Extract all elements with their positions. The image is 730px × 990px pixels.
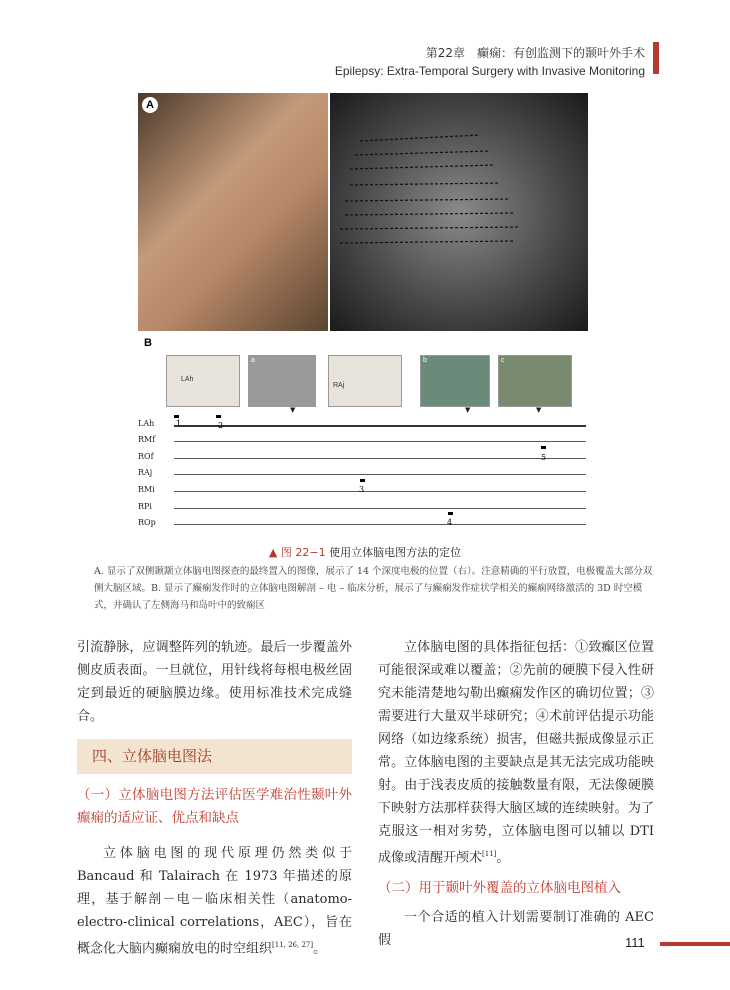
eeg-trace — [174, 508, 586, 509]
eeg-trace — [174, 458, 586, 459]
channel-label: ROp — [138, 518, 156, 527]
paragraph — [378, 636, 654, 869]
thumb-label: a — [251, 357, 255, 364]
brain-map-left — [166, 355, 240, 407]
section-heading: 四、立体脑电图法 — [77, 739, 352, 774]
electrode-lines-svg — [330, 93, 588, 331]
channel-label: RMf — [138, 435, 156, 444]
figure-number: ▲ 图 22−1 — [268, 546, 326, 559]
paragraph: 引流静脉，应调整阵列的轨迹。最后一步覆盖外侧皮质表面。一旦就位，用针线将每根电极丝固定到最近的硬脑膜边缘。使用标准技术完成缝合。 — [77, 640, 352, 724]
channel-label: RAj — [138, 468, 153, 477]
thumb-label: LAh — [181, 376, 194, 383]
eeg-trace — [174, 491, 586, 492]
channel-label: RPi — [138, 502, 152, 511]
event-marker: 4 — [447, 518, 453, 527]
marker-triangle: ▼ — [290, 406, 296, 414]
event-marker: 1 — [176, 419, 182, 428]
event-tick — [216, 415, 221, 418]
event-marker: 3 — [359, 485, 365, 494]
thumb-label: RAj — [333, 382, 345, 389]
eeg-trace — [174, 474, 586, 475]
eeg-trace — [174, 425, 586, 427]
channel-label: ROf — [138, 452, 154, 461]
figure-caption-title — [0, 544, 730, 560]
panel-b-label: B — [144, 337, 152, 349]
channel-label: RMi — [138, 485, 155, 494]
citation: [11] — [482, 850, 497, 858]
event-tick — [174, 415, 179, 418]
subsection-heading: （二）用于颞叶外覆盖的立体脑电图植入 — [378, 880, 621, 897]
chapter-title-en: Epilepsy: Extra-Temporal Surgery with Invasive Monitoring — [334, 64, 645, 78]
thumb-label: c — [501, 357, 505, 364]
running-header — [335, 44, 645, 78]
event-marker: 2 — [218, 421, 224, 430]
video-frame-b — [420, 355, 490, 407]
seeg-traces — [138, 415, 588, 533]
panel-a-photo — [138, 93, 328, 331]
paragraph-end: 。 — [313, 941, 327, 957]
figure-caption-body: A. 显示了双侧颞颥立体脑电图探查的最终置入的图像，展示了 14 个深度电极的位置（右）。注意精确的平行放置，电极覆盖大部分双侧大脑区域。B. 显示了癫痫发作时的立体脑电图解剖 – 电 – 临床分析，展示了与癫痫发作症状学相关的癫痫网络激活的 3D 时空模式，并确认了左侧海马和岛叶中的致痫区 — [94, 566, 653, 611]
video-frame-c — [498, 355, 572, 407]
header-accent-bar — [653, 42, 659, 74]
brain-map-right — [328, 355, 402, 407]
left-column — [77, 636, 352, 960]
paragraph: 一个合适的植入计划需要制订准确的 AEC 假 — [378, 910, 654, 949]
footer-accent-bar — [660, 942, 730, 946]
thumb-label: b — [423, 357, 427, 364]
paragraph-text: 立体脑电图的具体指征包括：①致癫区位置可能很深或难以覆盖；②先前的硬膜下侵入性研究未能清楚地勾勒出癫痫发作区的确切位置；③需要进行大量双半球研究；④术前评估提示功能网络（如边缘系统）损害，但磁共振成像显示正常。立体脑电图的主要缺点是其无法完成功能映射。由于浅表皮质的接触数量有限，无法像硬膜下映射方法那样获得大脑区域的连续映射。为了克服这一相对劣势，立体脑电图可以辅以 DTI 成像或清醒开颅术 — [378, 640, 654, 866]
right-column — [378, 636, 654, 952]
panel-a-label: A — [142, 97, 158, 113]
video-frame-a — [248, 355, 316, 407]
event-tick — [541, 446, 546, 449]
subsection-heading: （一）立体脑电图方法评估医学难治性颞叶外癫痫的适应证、优点和缺点 — [77, 787, 352, 826]
paragraph-text: 立体脑电图的现代原理仍然类似于 Bancaud 和 Talairach 在 1973 年描述的原理，基于解剖－电－临床相关性（anatomo-electro-clinical correlations，AEC），旨在概念化大脑内癫痫放电的时空组织 — [77, 846, 352, 957]
event-tick — [448, 512, 453, 515]
page-number: 111 — [625, 935, 645, 950]
event-marker: 5 — [541, 453, 547, 462]
paragraph — [77, 842, 352, 960]
eeg-trace — [174, 524, 586, 525]
marker-triangle: ▼ — [465, 406, 471, 414]
figure-22-1 — [138, 93, 588, 533]
panel-a-xray — [330, 93, 588, 331]
chapter-title-cn: 第22章 癫痫：有创监测下的颞叶外手术 — [425, 46, 645, 60]
marker-triangle: ▼ — [536, 406, 542, 414]
channel-label: LAh — [138, 419, 155, 428]
citation: [11, 26, 27] — [272, 941, 314, 949]
paragraph-end: 。 — [496, 850, 510, 866]
event-tick — [360, 479, 365, 482]
eeg-trace — [174, 441, 586, 442]
figure-title: 使用立体脑电图方法的定位 — [329, 546, 462, 559]
